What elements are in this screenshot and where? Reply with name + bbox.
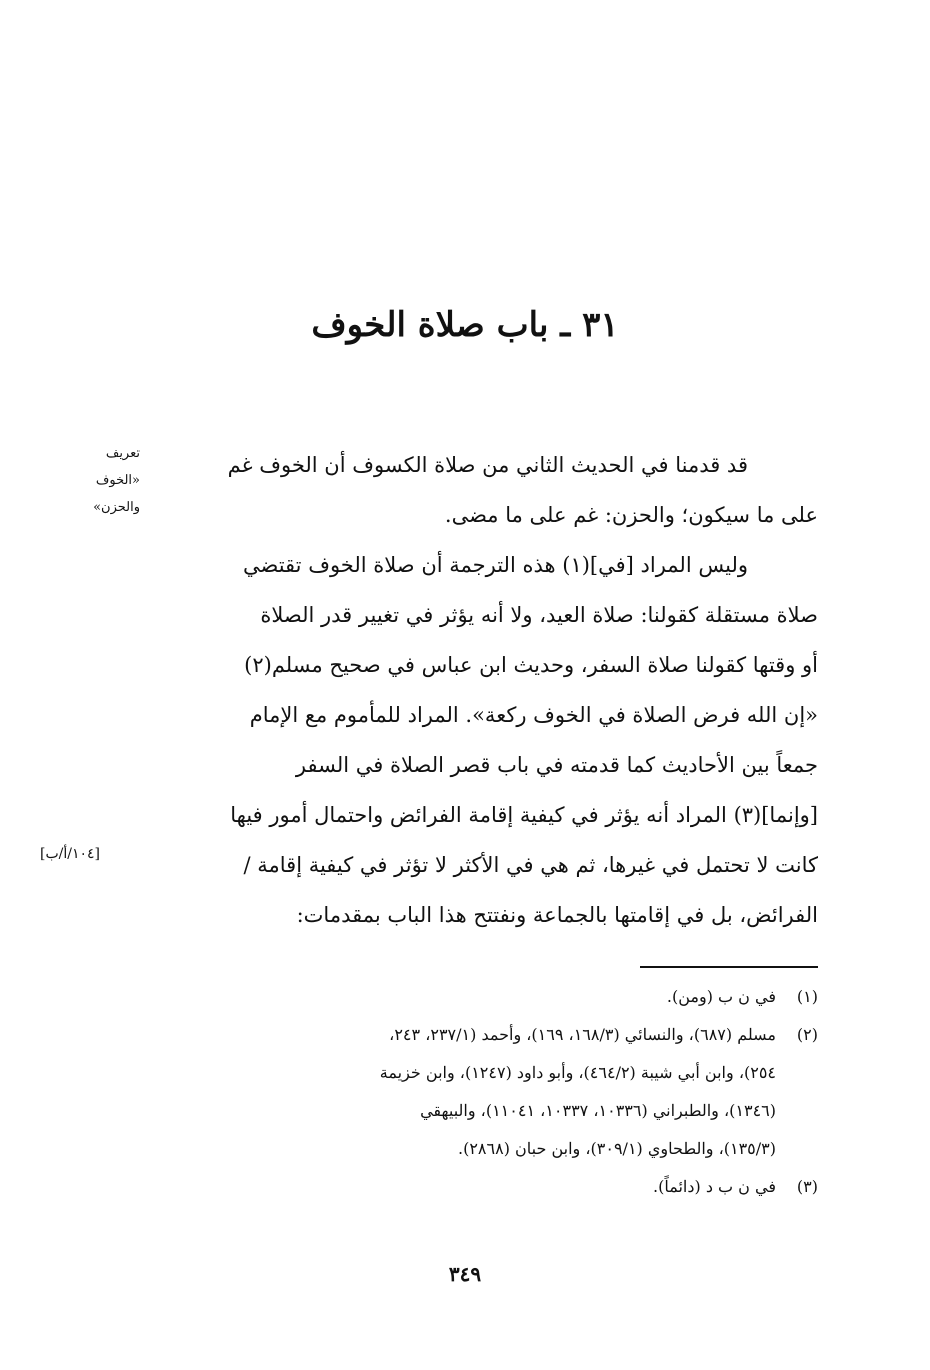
footnote-text: (١٣٤٦)، والطبراني (١٠٣٣٦، ١٠٣٣٧، ١١٠٤١)، والبيهقي	[420, 1101, 776, 1120]
body-line: «إن الله فرض الصلاة في الخوف ركعة». المراد للمأموم مع الإمام	[249, 703, 818, 727]
body-line: جمعاً بين الأحاديث كما قدمته في باب قصر الصلاة في السفر	[295, 753, 818, 777]
footnote-text: في ن ب (ومن).	[666, 987, 776, 1006]
chapter-title: ٣١ ـ باب صلاة الخوف	[311, 305, 619, 345]
footnote-text: مسلم (٦٨٧)، والنسائي (١٦٨/٣، ١٦٩)، وأحمد (٢٣٧/١، ٢٤٣،	[389, 1025, 776, 1044]
footnote-text: في ن ب د (دائماً).	[653, 1177, 776, 1196]
footnote-3	[150, 1168, 818, 1206]
body-line: أو وقتها كقولنا صلاة السفر، وحديث ابن عباس في صحيح مسلم(٢)	[244, 653, 818, 677]
margin-note-line: والحزن»	[93, 500, 140, 515]
body-line: كانت لا تحتمل في غيرها، ثم هي في الأكثر لا تؤثر في كيفية إقامة /	[243, 853, 818, 877]
footnote-2	[150, 1016, 818, 1054]
footnote-text: (١٣٥/٣)، والطحاوي (٣٠٩/١)، وابن حبان (٢٨٦٨).	[458, 1139, 776, 1158]
folio-marker: [١٠٤/أ/ب]	[40, 846, 100, 862]
footnote-divider	[640, 966, 818, 968]
body-line: [وإنما](٣) المراد أنه يؤثر في كيفية إقامة الفرائض واحتمال أمور فيها	[230, 803, 818, 827]
margin-note-line: «الخوف	[95, 473, 140, 488]
margin-note	[40, 440, 140, 521]
footnote-number: (٢)	[796, 1025, 818, 1044]
footnotes	[150, 978, 818, 1206]
body-line: على ما سيكون؛ والحزن: غم على ما مضى.	[444, 503, 818, 527]
footnote-text: ٢٥٤)، وابن أبي شيبة (٤٦٤/٢)، وأبو داود (١٢٤٧)، وابن خزيمة	[379, 1063, 776, 1082]
body-line: الفرائض، بل في إقامتها بالجماعة ونفتتح هذا الباب بمقدمات:	[296, 903, 818, 927]
footnote-number: (١)	[796, 987, 818, 1006]
footnote-number: (٣)	[796, 1177, 818, 1196]
footnote-1	[150, 978, 818, 1016]
body-line: صلاة مستقلة كقولنا: صلاة العيد، ولا أنه يؤثر في تغيير قدر الصلاة	[260, 603, 818, 627]
body-line: وليس المراد [في](١) هذه الترجمة أن صلاة الخوف تقتضي	[243, 553, 748, 577]
page-number: ٣٤٩	[448, 1262, 482, 1286]
body-line: قد قدمنا في الحديث الثاني من صلاة الكسوف أن الخوف غم	[227, 453, 748, 477]
body-text	[150, 440, 818, 940]
margin-note-line: تعريف	[105, 446, 140, 461]
